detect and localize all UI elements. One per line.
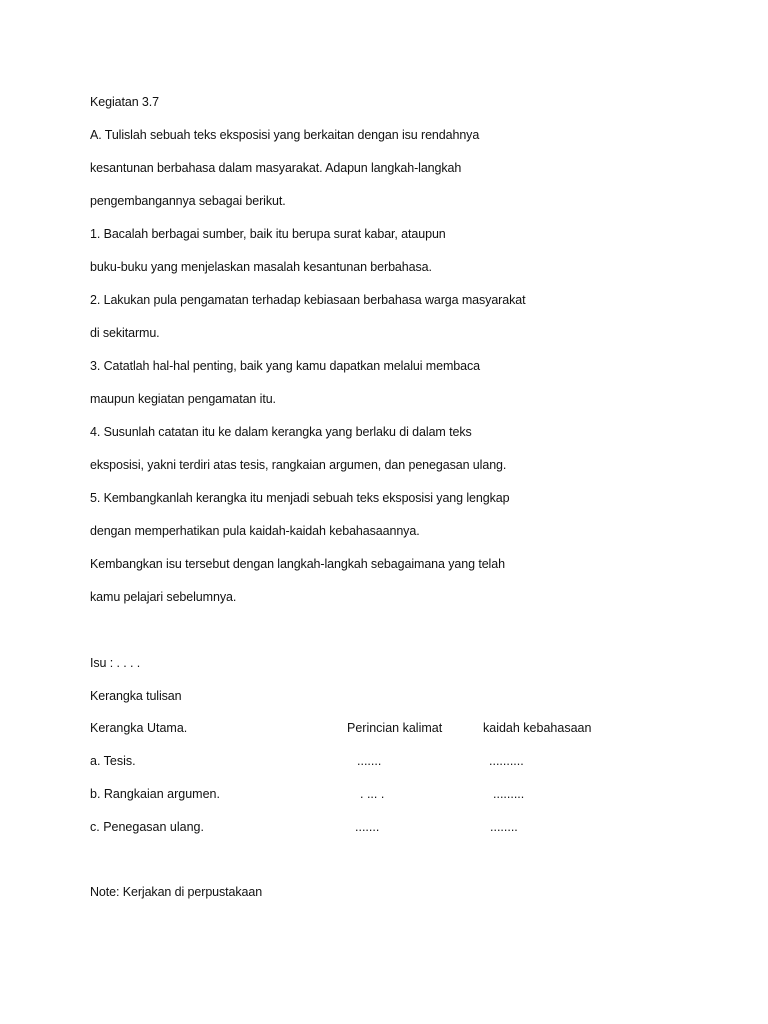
- paragraph-line: di sekitarmu.: [90, 326, 160, 340]
- row-rules-blank: .........: [493, 787, 525, 801]
- paragraph-line: dengan memperhatikan pula kaidah-kaidah kebahasaannya.: [90, 524, 420, 538]
- paragraph-line: buku-buku yang menjelaskan masalah kesantunan berbahasa.: [90, 260, 432, 274]
- paragraph-line: 4. Susunlah catatan itu ke dalam kerangka yang berlaku di dalam teks: [90, 425, 472, 439]
- paragraph-line: 2. Lakukan pula pengamatan terhadap kebiasaan berbahasa warga masyarakat: [90, 293, 526, 307]
- table-row: [90, 819, 768, 835]
- paragraph-line: 1. Bacalah berbagai sumber, baik itu berupa surat kabar, ataupun: [90, 227, 446, 241]
- row-label: b. Rangkaian argumen.: [90, 787, 220, 801]
- paragraph-line: pengembangannya sebagai berikut.: [90, 194, 286, 208]
- paragraph-line: kesantunan berbahasa dalam masyarakat. Adapun langkah-langkah: [90, 161, 462, 175]
- paragraph-line: 3. Catatlah hal-hal penting, baik yang kamu dapatkan melalui membaca: [90, 359, 480, 373]
- header-language-rules: kaidah kebahasaan: [483, 721, 592, 735]
- outline-table-header: [90, 720, 768, 736]
- outline-title: Kerangka tulisan: [90, 689, 182, 703]
- header-main-outline: Kerangka Utama.: [90, 721, 188, 735]
- row-label: c. Penegasan ulang.: [90, 820, 204, 834]
- table-row: [90, 753, 768, 769]
- issue-line: Isu : . . . .: [90, 656, 141, 670]
- paragraph-line: 5. Kembangkanlah kerangka itu menjadi sebuah teks eksposisi yang lengkap: [90, 491, 510, 505]
- paragraph-line: maupun kegiatan pengamatan itu.: [90, 392, 276, 406]
- row-label: a. Tesis.: [90, 754, 136, 768]
- note-line: Note: Kerjakan di perpustakaan: [90, 885, 263, 899]
- activity-heading: Kegiatan 3.7: [90, 95, 159, 109]
- row-rules-blank: ..........: [489, 754, 524, 768]
- paragraph-line: A. Tulislah sebuah teks eksposisi yang berkaitan dengan isu rendahnya: [90, 128, 480, 142]
- row-detail-blank: .......: [357, 754, 382, 768]
- row-rules-blank: ........: [490, 820, 518, 834]
- header-sentence-detail: Perincian kalimat: [347, 721, 443, 735]
- paragraph-line: Kembangkan isu tersebut dengan langkah-langkah sebagaimana yang telah: [90, 557, 505, 571]
- row-detail-blank: .......: [355, 820, 380, 834]
- paragraph-line: eksposisi, yakni terdiri atas tesis, rangkaian argumen, dan penegasan ulang.: [90, 458, 507, 472]
- row-detail-blank: . ... .: [360, 787, 385, 801]
- table-row: [90, 786, 768, 802]
- paragraph-line: kamu pelajari sebelumnya.: [90, 590, 237, 604]
